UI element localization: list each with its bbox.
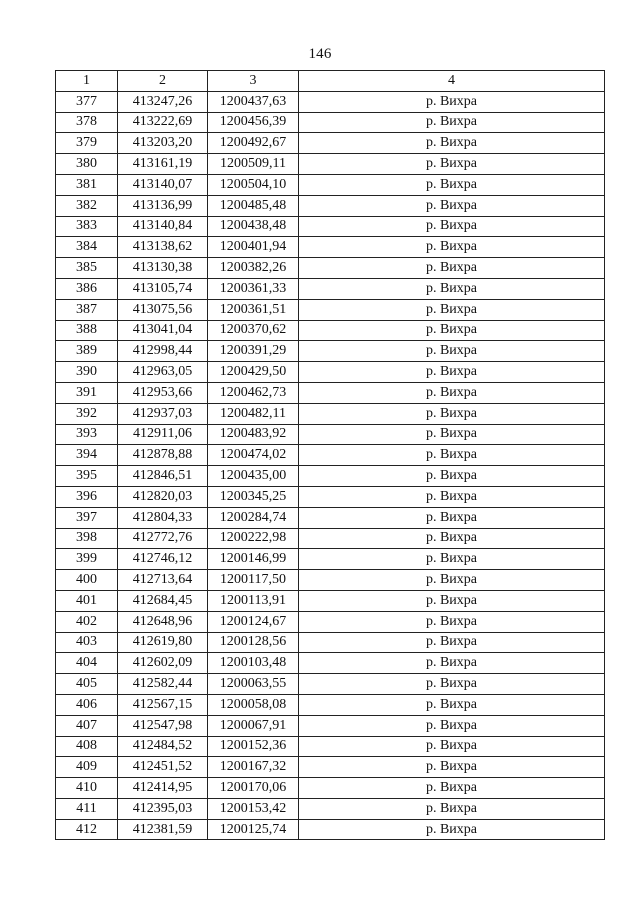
y-coordinate-cell: 1200361,33: [208, 278, 299, 299]
table-row: [56, 486, 605, 507]
x-coordinate-cell: 413140,07: [118, 174, 208, 195]
table-row: [56, 174, 605, 195]
x-coordinate-cell: 412937,03: [118, 403, 208, 424]
table-row: [56, 653, 605, 674]
x-coordinate-cell: 412414,95: [118, 778, 208, 799]
point-number-cell: 377: [56, 91, 118, 112]
y-coordinate-cell: 1200153,42: [208, 798, 299, 819]
table-row: [56, 299, 605, 320]
table-row: [56, 216, 605, 237]
x-coordinate-cell: 412582,44: [118, 674, 208, 695]
point-number-cell: 404: [56, 653, 118, 674]
y-coordinate-cell: 1200345,25: [208, 486, 299, 507]
x-coordinate-cell: 412878,88: [118, 445, 208, 466]
point-number-cell: 408: [56, 736, 118, 757]
point-number-cell: 411: [56, 798, 118, 819]
description-cell: р. Вихра: [299, 778, 605, 799]
point-number-cell: 387: [56, 299, 118, 320]
x-coordinate-cell: 412998,44: [118, 341, 208, 362]
y-coordinate-cell: 1200382,26: [208, 258, 299, 279]
description-cell: р. Вихра: [299, 154, 605, 175]
description-cell: р. Вихра: [299, 736, 605, 757]
point-number-cell: 393: [56, 424, 118, 445]
table-row: [56, 154, 605, 175]
x-coordinate-cell: 413130,38: [118, 258, 208, 279]
point-number-cell: 378: [56, 112, 118, 133]
y-coordinate-cell: 1200391,29: [208, 341, 299, 362]
y-coordinate-cell: 1200067,91: [208, 715, 299, 736]
y-coordinate-cell: 1200462,73: [208, 382, 299, 403]
x-coordinate-cell: 413136,99: [118, 195, 208, 216]
table-row: [56, 195, 605, 216]
y-coordinate-cell: 1200361,51: [208, 299, 299, 320]
x-coordinate-cell: 413140,84: [118, 216, 208, 237]
table-row: [56, 736, 605, 757]
table-body: [56, 91, 605, 840]
table-row: [56, 112, 605, 133]
x-coordinate-cell: 412772,76: [118, 528, 208, 549]
table-row: [56, 528, 605, 549]
y-coordinate-cell: 1200438,48: [208, 216, 299, 237]
table-row: [56, 403, 605, 424]
point-number-cell: 398: [56, 528, 118, 549]
description-cell: р. Вихра: [299, 466, 605, 487]
point-number-cell: 397: [56, 507, 118, 528]
description-cell: р. Вихра: [299, 403, 605, 424]
table-row: [56, 341, 605, 362]
point-number-cell: 390: [56, 362, 118, 383]
description-cell: р. Вихра: [299, 320, 605, 341]
x-coordinate-cell: 413105,74: [118, 278, 208, 299]
table-row: [56, 694, 605, 715]
point-number-cell: 379: [56, 133, 118, 154]
point-number-cell: 388: [56, 320, 118, 341]
description-cell: р. Вихра: [299, 258, 605, 279]
table-header: [56, 71, 605, 92]
table-row: [56, 466, 605, 487]
point-number-cell: 382: [56, 195, 118, 216]
table-row: [56, 611, 605, 632]
table-row: [56, 819, 605, 840]
point-number-cell: 399: [56, 549, 118, 570]
point-number-cell: 386: [56, 278, 118, 299]
point-number-cell: 385: [56, 258, 118, 279]
point-number-cell: 395: [56, 466, 118, 487]
y-coordinate-cell: 1200152,36: [208, 736, 299, 757]
y-coordinate-cell: 1200492,67: [208, 133, 299, 154]
y-coordinate-cell: 1200103,48: [208, 653, 299, 674]
table-row: [56, 320, 605, 341]
description-cell: р. Вихра: [299, 382, 605, 403]
description-cell: р. Вихра: [299, 694, 605, 715]
table-row: [56, 91, 605, 112]
x-coordinate-cell: 412395,03: [118, 798, 208, 819]
point-number-cell: 400: [56, 570, 118, 591]
x-coordinate-cell: 413075,56: [118, 299, 208, 320]
description-cell: р. Вихра: [299, 528, 605, 549]
x-coordinate-cell: 412381,59: [118, 819, 208, 840]
description-cell: р. Вихра: [299, 195, 605, 216]
y-coordinate-cell: 1200222,98: [208, 528, 299, 549]
description-cell: р. Вихра: [299, 112, 605, 133]
description-cell: р. Вихра: [299, 445, 605, 466]
description-cell: р. Вихра: [299, 237, 605, 258]
x-coordinate-cell: 413138,62: [118, 237, 208, 258]
header-col-4: 4: [299, 71, 605, 92]
table-row: [56, 570, 605, 591]
description-cell: р. Вихра: [299, 674, 605, 695]
table-row: [56, 382, 605, 403]
header-row: [56, 71, 605, 92]
y-coordinate-cell: 1200437,63: [208, 91, 299, 112]
y-coordinate-cell: 1200128,56: [208, 632, 299, 653]
x-coordinate-cell: 412911,06: [118, 424, 208, 445]
description-cell: р. Вихра: [299, 341, 605, 362]
table-row: [56, 590, 605, 611]
y-coordinate-cell: 1200113,91: [208, 590, 299, 611]
y-coordinate-cell: 1200167,32: [208, 757, 299, 778]
x-coordinate-cell: 413161,19: [118, 154, 208, 175]
y-coordinate-cell: 1200474,02: [208, 445, 299, 466]
table-row: [56, 362, 605, 383]
point-number-cell: 407: [56, 715, 118, 736]
page-number: 146: [308, 46, 332, 62]
y-coordinate-cell: 1200284,74: [208, 507, 299, 528]
point-number-cell: 406: [56, 694, 118, 715]
y-coordinate-cell: 1200504,10: [208, 174, 299, 195]
point-number-cell: 396: [56, 486, 118, 507]
point-number-cell: 403: [56, 632, 118, 653]
table-row: [56, 133, 605, 154]
y-coordinate-cell: 1200509,11: [208, 154, 299, 175]
point-number-cell: 389: [56, 341, 118, 362]
x-coordinate-cell: 412484,52: [118, 736, 208, 757]
y-coordinate-cell: 1200063,55: [208, 674, 299, 695]
description-cell: р. Вихра: [299, 590, 605, 611]
table-row: [56, 715, 605, 736]
y-coordinate-cell: 1200370,62: [208, 320, 299, 341]
description-cell: р. Вихра: [299, 715, 605, 736]
x-coordinate-cell: 412602,09: [118, 653, 208, 674]
table-row: [56, 237, 605, 258]
description-cell: р. Вихра: [299, 549, 605, 570]
header-col-1: 1: [56, 71, 118, 92]
y-coordinate-cell: 1200483,92: [208, 424, 299, 445]
description-cell: р. Вихра: [299, 424, 605, 445]
point-number-cell: 394: [56, 445, 118, 466]
x-coordinate-cell: 413222,69: [118, 112, 208, 133]
description-cell: р. Вихра: [299, 174, 605, 195]
y-coordinate-cell: 1200170,06: [208, 778, 299, 799]
point-number-cell: 380: [56, 154, 118, 175]
description-cell: р. Вихра: [299, 486, 605, 507]
description-cell: р. Вихра: [299, 299, 605, 320]
y-coordinate-cell: 1200058,08: [208, 694, 299, 715]
point-number-cell: 405: [56, 674, 118, 695]
point-number-cell: 384: [56, 237, 118, 258]
table-row: [56, 674, 605, 695]
y-coordinate-cell: 1200124,67: [208, 611, 299, 632]
table-row: [56, 757, 605, 778]
header-col-3: 3: [208, 71, 299, 92]
x-coordinate-cell: 412619,80: [118, 632, 208, 653]
x-coordinate-cell: 412953,66: [118, 382, 208, 403]
y-coordinate-cell: 1200117,50: [208, 570, 299, 591]
point-number-cell: 410: [56, 778, 118, 799]
table-row: [56, 507, 605, 528]
description-cell: р. Вихра: [299, 216, 605, 237]
table-row: [56, 278, 605, 299]
description-cell: р. Вихра: [299, 653, 605, 674]
table-row: [56, 424, 605, 445]
point-number-cell: 402: [56, 611, 118, 632]
x-coordinate-cell: 412713,64: [118, 570, 208, 591]
point-number-cell: 401: [56, 590, 118, 611]
description-cell: р. Вихра: [299, 91, 605, 112]
description-cell: р. Вихра: [299, 570, 605, 591]
x-coordinate-cell: 412567,15: [118, 694, 208, 715]
y-coordinate-cell: 1200125,74: [208, 819, 299, 840]
x-coordinate-cell: 412746,12: [118, 549, 208, 570]
y-coordinate-cell: 1200146,99: [208, 549, 299, 570]
header-col-2: 2: [118, 71, 208, 92]
point-number-cell: 409: [56, 757, 118, 778]
x-coordinate-cell: 412963,05: [118, 362, 208, 383]
description-cell: р. Вихра: [299, 611, 605, 632]
point-number-cell: 381: [56, 174, 118, 195]
table-row: [56, 778, 605, 799]
description-cell: р. Вихра: [299, 798, 605, 819]
point-number-cell: 412: [56, 819, 118, 840]
point-number-cell: 392: [56, 403, 118, 424]
x-coordinate-cell: 412684,45: [118, 590, 208, 611]
table-row: [56, 632, 605, 653]
description-cell: р. Вихра: [299, 757, 605, 778]
x-coordinate-cell: 413203,20: [118, 133, 208, 154]
table-row: [56, 258, 605, 279]
table-row: [56, 798, 605, 819]
table-row: [56, 445, 605, 466]
y-coordinate-cell: 1200456,39: [208, 112, 299, 133]
x-coordinate-cell: 412820,03: [118, 486, 208, 507]
coordinates-table: [55, 70, 605, 840]
y-coordinate-cell: 1200485,48: [208, 195, 299, 216]
x-coordinate-cell: 412451,52: [118, 757, 208, 778]
point-number-cell: 391: [56, 382, 118, 403]
y-coordinate-cell: 1200482,11: [208, 403, 299, 424]
description-cell: р. Вихра: [299, 632, 605, 653]
description-cell: р. Вихра: [299, 278, 605, 299]
description-cell: р. Вихра: [299, 819, 605, 840]
x-coordinate-cell: 412547,98: [118, 715, 208, 736]
x-coordinate-cell: 412846,51: [118, 466, 208, 487]
x-coordinate-cell: 413041,04: [118, 320, 208, 341]
description-cell: р. Вихра: [299, 362, 605, 383]
x-coordinate-cell: 412804,33: [118, 507, 208, 528]
x-coordinate-cell: 413247,26: [118, 91, 208, 112]
y-coordinate-cell: 1200429,50: [208, 362, 299, 383]
y-coordinate-cell: 1200435,00: [208, 466, 299, 487]
description-cell: р. Вихра: [299, 133, 605, 154]
x-coordinate-cell: 412648,96: [118, 611, 208, 632]
y-coordinate-cell: 1200401,94: [208, 237, 299, 258]
point-number-cell: 383: [56, 216, 118, 237]
table-row: [56, 549, 605, 570]
description-cell: р. Вихра: [299, 507, 605, 528]
